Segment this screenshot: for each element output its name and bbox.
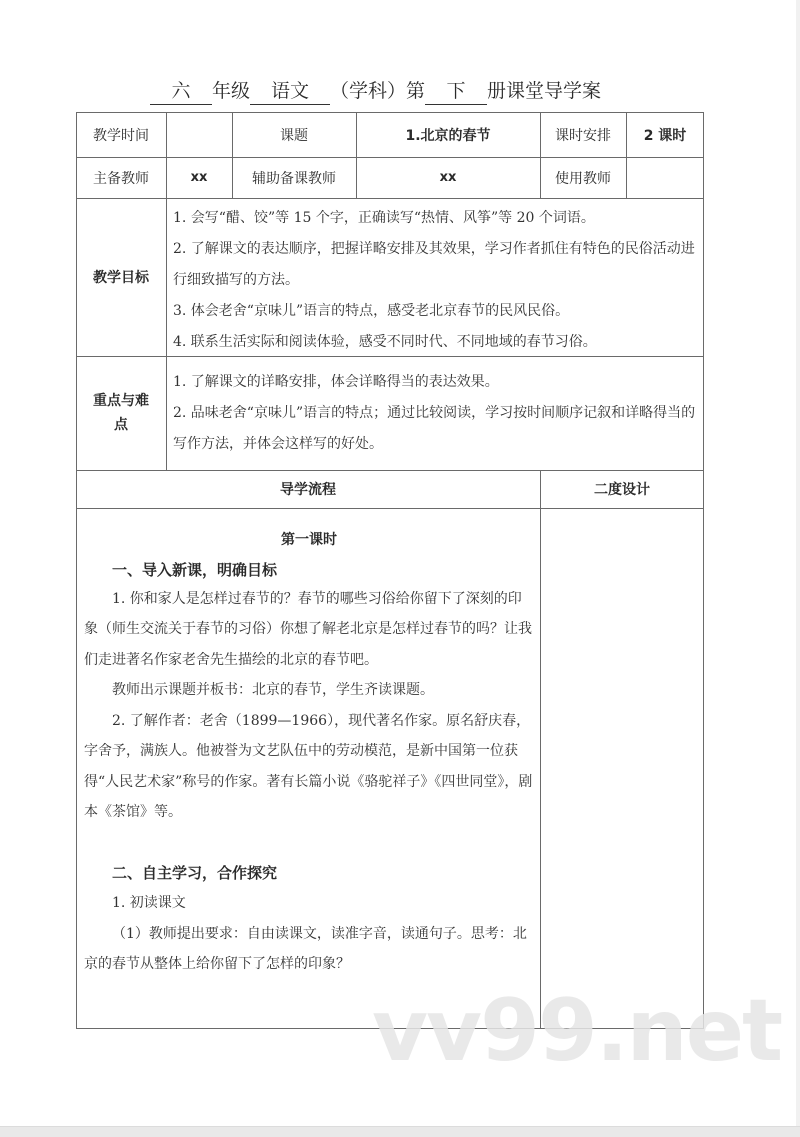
objective-item: 1. 会写“醋、饺”等 15 个字，正确读写“热情、风筝”等 20 个词语。	[173, 210, 595, 226]
volume-blank: 下	[425, 78, 487, 105]
schedule-label: 课时安排	[555, 127, 611, 144]
flow-content	[84, 525, 534, 980]
spacer	[84, 828, 534, 858]
document-title	[150, 78, 650, 112]
user-teacher-label: 使用教师	[555, 170, 611, 187]
grade-blank: 六	[150, 78, 212, 105]
topic-label: 课题	[280, 127, 308, 144]
grade-suffix: 年级	[212, 80, 251, 102]
section1-paragraph: 1. 你和家人是怎样过春节的？春节的哪些习俗给你留下了深刻的印象（师生交流关于春节的习俗）你想了解老北京是怎样过春节的吗？让我们走进著名作家老舍先生描绘的北京的春节吧。	[84, 590, 532, 668]
volume-suffix: 册课堂导学案	[487, 80, 602, 102]
page-edge	[796, 0, 800, 1127]
section2-paragraph: （1）教师提出要求：自由读课文，读准字音，读通句子。思考：北京的春节从整体上给你留下了怎样的印象？	[84, 925, 527, 972]
subject-suffix: （学科）第	[330, 80, 426, 102]
objective-item: 2. 了解课文的表达顺序，把握详略安排及其效果，学习作者抓住有特色的民俗活动进行细致描写的方法。	[173, 241, 695, 288]
user-teacher-value	[626, 157, 704, 198]
key-points-list	[173, 367, 699, 460]
key-point-item: 2. 品味老舍“京味儿”语言的特点；通过比较阅读，学习按时间顺序记叙和详略得当的写作方法，并体会这样写的好处。	[173, 405, 696, 452]
topic-value: 1.北京的春节	[405, 127, 491, 144]
row-divider	[76, 198, 704, 199]
subject-blank: 语文	[250, 78, 330, 105]
section2-title: 二、自主学习，合作探究	[112, 863, 278, 882]
key-points-label	[76, 356, 166, 470]
teach-time-label: 教学时间	[93, 127, 149, 144]
section1-title: 一、导入新课，明确目标	[112, 560, 278, 579]
main-teacher-label: 主备教师	[93, 170, 149, 187]
key-points-label-line1: 重点与难	[93, 393, 149, 409]
objective-item: 3. 体会老舍“京味儿”语言的特点，感受老北京春节的民风民俗。	[173, 303, 570, 319]
schedule-value: 2 课时	[643, 127, 687, 144]
flow-header: 导学流程	[280, 482, 336, 498]
key-points-label-line2: 点	[114, 417, 128, 433]
assist-teacher-label: 辅助备课教师	[252, 170, 336, 187]
key-point-item: 1. 了解课文的详略安排，体会详略得当的表达效果。	[173, 374, 499, 390]
section1-paragraph: 2. 了解作者：老舍（1899—1966），现代著名作家。原名舒庆春，字舍予，满族人。他被誉为文艺队伍中的劳动模范，是新中国第一位获得“人民艺术家”称号的作家。著有长篇小说《骆驼祥子》《四世同堂》，剧本《茶馆》等。	[84, 712, 533, 820]
design-header: 二度设计	[594, 482, 650, 498]
lesson-title: 第一课时	[281, 532, 337, 548]
section1-paragraph: 教师出示课题并板书：北京的春节，学生齐读课题。	[112, 682, 434, 698]
watermark: vv99.net	[372, 981, 782, 1081]
teach-time-value	[166, 112, 232, 157]
design-notes-area	[541, 509, 703, 1028]
objectives-list	[173, 203, 699, 358]
assist-teacher-value: xx	[439, 170, 457, 185]
objectives-label: 教学目标	[93, 270, 149, 286]
section2-subtitle: 1. 初读课文	[112, 895, 186, 911]
objective-item: 4. 联系生活实际和阅读体验，感受不同时代、不同地域的春节习俗。	[173, 334, 597, 350]
page-bottom-edge	[0, 1126, 800, 1137]
main-teacher-value: xx	[190, 170, 208, 185]
